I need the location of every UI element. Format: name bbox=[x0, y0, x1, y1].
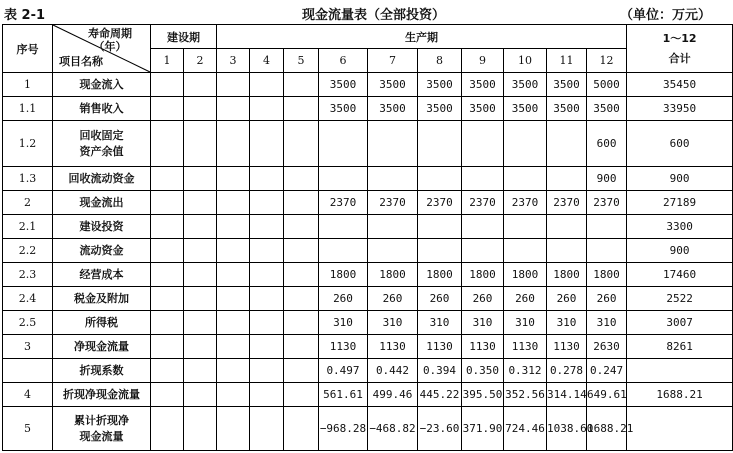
row-item-name bbox=[53, 97, 151, 121]
table-row bbox=[3, 407, 733, 451]
cell-year-11: 1038.60 bbox=[547, 407, 587, 451]
cell-year-6: 1800 bbox=[319, 263, 368, 287]
cell-total: 17460 bbox=[627, 263, 733, 287]
cell-total: 900 bbox=[627, 167, 733, 191]
header-year-6: 6 bbox=[319, 49, 368, 73]
cell-year-4 bbox=[250, 359, 284, 383]
cell-year-5 bbox=[284, 239, 319, 263]
cell-year-8: 0.394 bbox=[418, 359, 462, 383]
cell-year-6: 1130 bbox=[319, 335, 368, 359]
table-row bbox=[3, 73, 733, 97]
cell-year-7: 2370 bbox=[368, 191, 418, 215]
row-item-name bbox=[53, 215, 151, 239]
cell-year-7: 1130 bbox=[368, 335, 418, 359]
table-row bbox=[3, 263, 733, 287]
header-item-name: 项目名称 bbox=[59, 55, 103, 68]
header-lifecycle-line2: （年） bbox=[93, 40, 127, 53]
cell-year-12: 1800 bbox=[587, 263, 627, 287]
cell-year-6 bbox=[319, 121, 368, 167]
cell-year-3 bbox=[217, 263, 250, 287]
cell-year-12: 600 bbox=[587, 121, 627, 167]
cell-year-12: 260 bbox=[587, 287, 627, 311]
header-production: 生产期 bbox=[217, 25, 627, 49]
cell-year-11: 1800 bbox=[547, 263, 587, 287]
cell-year-2 bbox=[184, 263, 217, 287]
table-caption bbox=[0, 0, 733, 24]
cell-year-10: 260 bbox=[504, 287, 547, 311]
table-row bbox=[3, 239, 733, 263]
cell-year-5 bbox=[284, 359, 319, 383]
row-item-name-line: 现金流出 bbox=[79, 195, 124, 209]
cell-year-2 bbox=[184, 215, 217, 239]
row-item-name-line: 回收固定 bbox=[79, 128, 124, 142]
cell-year-9: 0.350 bbox=[462, 359, 504, 383]
cell-year-8: 1800 bbox=[418, 263, 462, 287]
cell-year-2 bbox=[184, 97, 217, 121]
header-year-7: 7 bbox=[368, 49, 418, 73]
row-item-name-line: 累计折现净 bbox=[74, 413, 129, 427]
row-item-name-line: 折现系数 bbox=[79, 363, 124, 377]
cell-year-9: 310 bbox=[462, 311, 504, 335]
cell-year-8: 3500 bbox=[418, 73, 462, 97]
header-year-12: 12 bbox=[587, 49, 627, 73]
cell-year-1 bbox=[151, 167, 184, 191]
cell-year-9: 1800 bbox=[462, 263, 504, 287]
row-item-name-line: 现金流入 bbox=[79, 77, 124, 91]
cell-year-11: 0.278 bbox=[547, 359, 587, 383]
cell-year-9 bbox=[462, 167, 504, 191]
cell-year-9: 371.90 bbox=[462, 407, 504, 451]
cell-year-12 bbox=[587, 239, 627, 263]
cell-year-10: 310 bbox=[504, 311, 547, 335]
cell-year-8 bbox=[418, 215, 462, 239]
cell-year-1 bbox=[151, 287, 184, 311]
cell-total: 900 bbox=[627, 239, 733, 263]
cell-year-12: 3500 bbox=[587, 97, 627, 121]
cell-year-9: 3500 bbox=[462, 73, 504, 97]
cell-year-10 bbox=[504, 121, 547, 167]
cell-year-9: 2370 bbox=[462, 191, 504, 215]
row-item-name bbox=[53, 383, 151, 407]
cell-year-4 bbox=[250, 215, 284, 239]
row-seq: 2.2 bbox=[3, 239, 53, 263]
cell-year-8 bbox=[418, 167, 462, 191]
header-year-4: 4 bbox=[250, 49, 284, 73]
row-seq: 1.1 bbox=[3, 97, 53, 121]
cell-year-1 bbox=[151, 311, 184, 335]
cell-year-7: −468.82 bbox=[368, 407, 418, 451]
header-year-9: 9 bbox=[462, 49, 504, 73]
cell-year-2 bbox=[184, 167, 217, 191]
table-row bbox=[3, 335, 733, 359]
cell-year-1 bbox=[151, 383, 184, 407]
header-year-2: 2 bbox=[184, 49, 217, 73]
row-item-name bbox=[53, 359, 151, 383]
cell-year-7: 310 bbox=[368, 311, 418, 335]
row-item-name-line: 折现净现金流量 bbox=[63, 387, 140, 401]
table-row bbox=[3, 167, 733, 191]
row-seq: 5 bbox=[3, 407, 53, 451]
cell-year-7: 3500 bbox=[368, 73, 418, 97]
cell-year-4 bbox=[250, 97, 284, 121]
cell-year-11: 260 bbox=[547, 287, 587, 311]
cell-total: 2522 bbox=[627, 287, 733, 311]
table-row bbox=[3, 359, 733, 383]
cell-year-12: 2370 bbox=[587, 191, 627, 215]
cell-year-5 bbox=[284, 73, 319, 97]
cell-year-2 bbox=[184, 311, 217, 335]
cell-year-8: 2370 bbox=[418, 191, 462, 215]
cell-year-10: 3500 bbox=[504, 97, 547, 121]
cell-year-8: 1130 bbox=[418, 335, 462, 359]
cell-year-5 bbox=[284, 311, 319, 335]
row-seq: 4 bbox=[3, 383, 53, 407]
row-item-name-line: 所得税 bbox=[85, 315, 118, 329]
cell-year-10: 1130 bbox=[504, 335, 547, 359]
table-row bbox=[3, 287, 733, 311]
table-number: 表 2-1 bbox=[4, 8, 46, 23]
cell-year-3 bbox=[217, 97, 250, 121]
header-total-label: 合计 bbox=[668, 51, 691, 65]
cell-year-3 bbox=[217, 239, 250, 263]
row-seq: 2 bbox=[3, 191, 53, 215]
row-seq: 3 bbox=[3, 335, 53, 359]
cell-year-3 bbox=[217, 73, 250, 97]
cell-year-3 bbox=[217, 215, 250, 239]
cell-year-10: 724.46 bbox=[504, 407, 547, 451]
cell-year-2 bbox=[184, 239, 217, 263]
cell-year-3 bbox=[217, 311, 250, 335]
cell-year-5 bbox=[284, 263, 319, 287]
cell-year-3 bbox=[217, 407, 250, 451]
cell-year-12: 310 bbox=[587, 311, 627, 335]
cell-year-8: 445.22 bbox=[418, 383, 462, 407]
cell-year-5 bbox=[284, 121, 319, 167]
cell-year-5 bbox=[284, 215, 319, 239]
cell-year-4 bbox=[250, 239, 284, 263]
cell-year-11: 3500 bbox=[547, 73, 587, 97]
cell-year-6: 0.497 bbox=[319, 359, 368, 383]
cell-year-2 bbox=[184, 359, 217, 383]
table-row bbox=[3, 311, 733, 335]
cell-year-4 bbox=[250, 121, 284, 167]
cell-total: 35450 bbox=[627, 73, 733, 97]
row-item-name bbox=[53, 121, 151, 167]
cell-year-12: 5000 bbox=[587, 73, 627, 97]
row-item-name bbox=[53, 191, 151, 215]
cell-year-11: 3500 bbox=[547, 97, 587, 121]
header-year-3: 3 bbox=[217, 49, 250, 73]
cell-year-5 bbox=[284, 167, 319, 191]
row-seq: 2.1 bbox=[3, 215, 53, 239]
row-seq: 2.5 bbox=[3, 311, 53, 335]
cell-year-1 bbox=[151, 97, 184, 121]
table-row bbox=[3, 191, 733, 215]
cell-year-4 bbox=[250, 191, 284, 215]
row-item-name-line: 流动资金 bbox=[79, 243, 124, 257]
cell-year-10 bbox=[504, 215, 547, 239]
header-year-10: 10 bbox=[504, 49, 547, 73]
row-item-name-line: 税金及附加 bbox=[74, 291, 129, 305]
cell-year-6 bbox=[319, 167, 368, 191]
row-seq: 1.2 bbox=[3, 121, 53, 167]
table-row bbox=[3, 215, 733, 239]
cell-year-12: 0.247 bbox=[587, 359, 627, 383]
cell-year-2 bbox=[184, 383, 217, 407]
cell-year-6: 260 bbox=[319, 287, 368, 311]
cell-year-7: 1800 bbox=[368, 263, 418, 287]
cell-year-11 bbox=[547, 167, 587, 191]
cell-year-6: 3500 bbox=[319, 73, 368, 97]
cell-year-5 bbox=[284, 191, 319, 215]
cell-year-1 bbox=[151, 239, 184, 263]
table-body bbox=[3, 73, 733, 451]
row-item-name bbox=[53, 287, 151, 311]
cell-year-3 bbox=[217, 121, 250, 167]
cell-year-10: 0.312 bbox=[504, 359, 547, 383]
cell-total: 600 bbox=[627, 121, 733, 167]
cell-year-5 bbox=[284, 383, 319, 407]
cell-year-11: 310 bbox=[547, 311, 587, 335]
cell-year-12: 1688.21 bbox=[587, 407, 627, 451]
cell-year-6: 310 bbox=[319, 311, 368, 335]
cell-year-8: 260 bbox=[418, 287, 462, 311]
row-item-name-line: 净现金流量 bbox=[74, 339, 129, 353]
cell-year-4 bbox=[250, 311, 284, 335]
cell-year-6: −968.28 bbox=[319, 407, 368, 451]
cell-year-2 bbox=[184, 407, 217, 451]
cell-year-4 bbox=[250, 407, 284, 451]
cell-total bbox=[627, 359, 733, 383]
cell-year-11: 314.14 bbox=[547, 383, 587, 407]
row-seq: 1.3 bbox=[3, 167, 53, 191]
cell-year-1 bbox=[151, 335, 184, 359]
cell-year-8: 310 bbox=[418, 311, 462, 335]
table-title: 现金流量表（全部投资） bbox=[302, 8, 446, 23]
cell-year-7 bbox=[368, 121, 418, 167]
header-seq: 序号 bbox=[3, 25, 53, 73]
cell-year-2 bbox=[184, 121, 217, 167]
cell-year-8: −23.60 bbox=[418, 407, 462, 451]
row-item-name bbox=[53, 263, 151, 287]
cell-year-7: 0.442 bbox=[368, 359, 418, 383]
cell-year-2 bbox=[184, 287, 217, 311]
cell-year-3 bbox=[217, 383, 250, 407]
cash-flow-table bbox=[2, 24, 733, 451]
cell-total: 3300 bbox=[627, 215, 733, 239]
header-year-5: 5 bbox=[284, 49, 319, 73]
cell-year-1 bbox=[151, 407, 184, 451]
cell-year-5 bbox=[284, 97, 319, 121]
cell-year-9 bbox=[462, 215, 504, 239]
header-year-8: 8 bbox=[418, 49, 462, 73]
cell-year-3 bbox=[217, 167, 250, 191]
cell-year-6 bbox=[319, 215, 368, 239]
cell-year-1 bbox=[151, 191, 184, 215]
cell-year-2 bbox=[184, 73, 217, 97]
cell-year-11 bbox=[547, 121, 587, 167]
cell-year-4 bbox=[250, 73, 284, 97]
row-item-name bbox=[53, 407, 151, 451]
cell-year-7 bbox=[368, 239, 418, 263]
cell-year-5 bbox=[284, 287, 319, 311]
cell-year-4 bbox=[250, 263, 284, 287]
cell-year-12: 649.61 bbox=[587, 383, 627, 407]
cell-year-1 bbox=[151, 121, 184, 167]
cell-year-9: 395.50 bbox=[462, 383, 504, 407]
header-total-range: 1～12 bbox=[662, 31, 697, 45]
row-item-name bbox=[53, 167, 151, 191]
cell-year-5 bbox=[284, 407, 319, 451]
cell-year-4 bbox=[250, 335, 284, 359]
cell-year-9 bbox=[462, 239, 504, 263]
row-item-name bbox=[53, 311, 151, 335]
cell-year-5 bbox=[284, 335, 319, 359]
cell-year-10 bbox=[504, 239, 547, 263]
row-item-name bbox=[53, 73, 151, 97]
row-item-name-line: 建设投资 bbox=[79, 219, 124, 233]
header-lifecycle-line1: 寿命周期 bbox=[88, 27, 132, 40]
cell-year-2 bbox=[184, 191, 217, 215]
cell-year-6 bbox=[319, 239, 368, 263]
cell-year-6: 3500 bbox=[319, 97, 368, 121]
cell-year-10 bbox=[504, 167, 547, 191]
cell-year-11 bbox=[547, 215, 587, 239]
cell-total: 33950 bbox=[627, 97, 733, 121]
cell-year-10: 3500 bbox=[504, 73, 547, 97]
table-row bbox=[3, 97, 733, 121]
cell-year-7: 260 bbox=[368, 287, 418, 311]
cell-total bbox=[627, 407, 733, 451]
row-seq: 2.3 bbox=[3, 263, 53, 287]
cell-year-3 bbox=[217, 287, 250, 311]
cell-year-12: 2630 bbox=[587, 335, 627, 359]
cell-year-4 bbox=[250, 287, 284, 311]
header-total bbox=[627, 25, 733, 73]
cell-year-1 bbox=[151, 73, 184, 97]
row-item-name-line: 回收流动资金 bbox=[68, 171, 135, 185]
row-seq: 2.4 bbox=[3, 287, 53, 311]
cell-year-8: 3500 bbox=[418, 97, 462, 121]
header-lifecycle-label bbox=[88, 27, 132, 53]
cell-total: 27189 bbox=[627, 191, 733, 215]
cell-year-9: 260 bbox=[462, 287, 504, 311]
row-item-name-line: 现金流量 bbox=[79, 429, 124, 443]
header-construction: 建设期 bbox=[151, 25, 217, 49]
row-seq bbox=[3, 359, 53, 383]
cell-year-6: 561.61 bbox=[319, 383, 368, 407]
row-item-name bbox=[53, 335, 151, 359]
header-diagonal-cell bbox=[53, 25, 151, 73]
table-row bbox=[3, 383, 733, 407]
cell-year-11: 2370 bbox=[547, 191, 587, 215]
cell-year-12 bbox=[587, 215, 627, 239]
cell-year-10: 352.56 bbox=[504, 383, 547, 407]
row-item-name-line: 资产余值 bbox=[79, 144, 124, 158]
cell-year-1 bbox=[151, 263, 184, 287]
cell-year-9 bbox=[462, 121, 504, 167]
cell-year-11: 1130 bbox=[547, 335, 587, 359]
cell-year-3 bbox=[217, 359, 250, 383]
cell-year-3 bbox=[217, 335, 250, 359]
cell-year-12: 900 bbox=[587, 167, 627, 191]
row-item-name-line: 销售收入 bbox=[79, 101, 124, 115]
cell-year-4 bbox=[250, 383, 284, 407]
cell-year-9: 1130 bbox=[462, 335, 504, 359]
cell-year-10: 1800 bbox=[504, 263, 547, 287]
cell-total: 3007 bbox=[627, 311, 733, 335]
cell-year-7 bbox=[368, 215, 418, 239]
cell-year-4 bbox=[250, 167, 284, 191]
table-row bbox=[3, 121, 733, 167]
cell-year-7 bbox=[368, 167, 418, 191]
cell-year-2 bbox=[184, 335, 217, 359]
cell-year-1 bbox=[151, 215, 184, 239]
header-year-1: 1 bbox=[151, 49, 184, 73]
cell-year-6: 2370 bbox=[319, 191, 368, 215]
row-item-name bbox=[53, 239, 151, 263]
cell-year-8 bbox=[418, 121, 462, 167]
cell-year-7: 499.46 bbox=[368, 383, 418, 407]
cell-total: 1688.21 bbox=[627, 383, 733, 407]
unit-label: （单位：万元） bbox=[620, 8, 712, 23]
header-year-11: 11 bbox=[547, 49, 587, 73]
cell-year-8 bbox=[418, 239, 462, 263]
cell-year-3 bbox=[217, 191, 250, 215]
row-item-name-line: 经营成本 bbox=[79, 267, 124, 281]
cell-year-1 bbox=[151, 359, 184, 383]
cell-year-7: 3500 bbox=[368, 97, 418, 121]
cell-year-9: 3500 bbox=[462, 97, 504, 121]
row-seq: 1 bbox=[3, 73, 53, 97]
cell-total: 8261 bbox=[627, 335, 733, 359]
cell-year-10: 2370 bbox=[504, 191, 547, 215]
cell-year-11 bbox=[547, 239, 587, 263]
